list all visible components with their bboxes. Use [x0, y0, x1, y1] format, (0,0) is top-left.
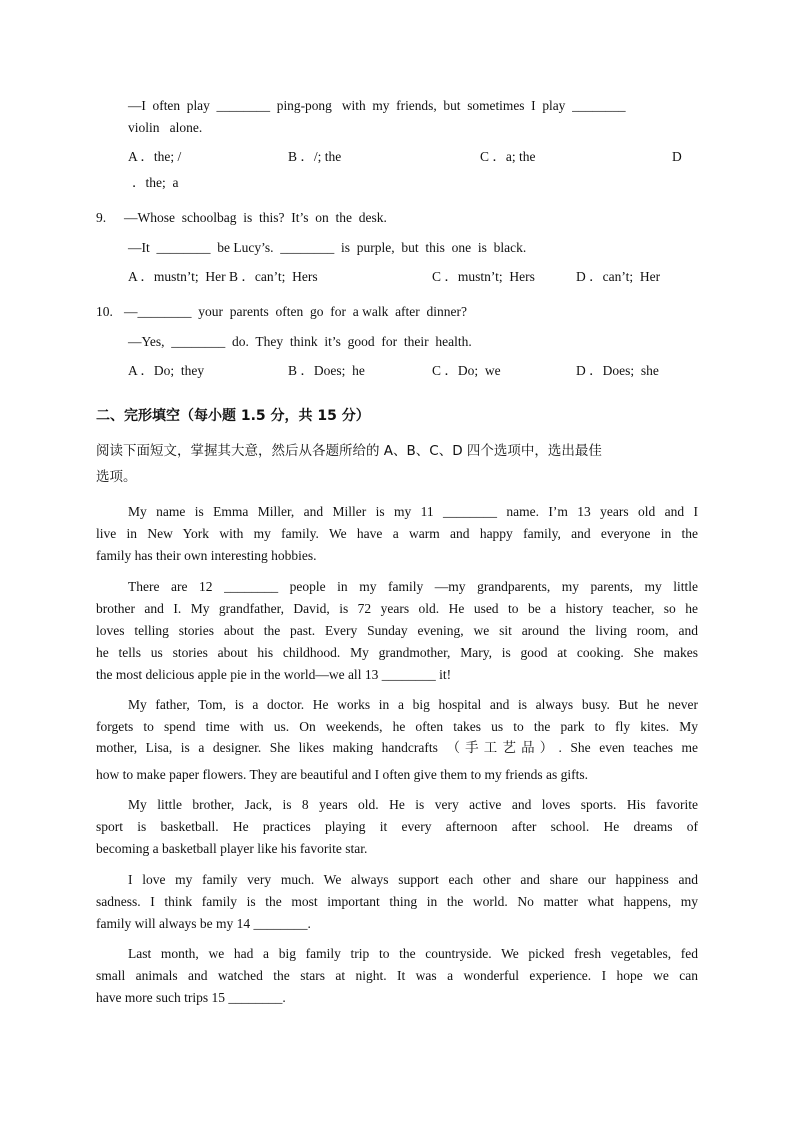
passage-p1-line-1: My name is Emma Miller, and Miller is my 11 ________ name. I’m 13 years old and I: [128, 504, 698, 519]
passage-p4-line-3: becoming a basketball player like his favorite star.: [96, 841, 368, 856]
q10-option-c[interactable]: C ．Do; we: [432, 363, 501, 378]
q8-option-b[interactable]: B ．/; the: [288, 149, 342, 164]
q10-option-b[interactable]: B ．Does; he: [288, 363, 365, 378]
passage-p2-line-5: the most delicious apple pie in the world—we all 13 ________ it!: [96, 667, 452, 682]
q10-option-a[interactable]: A ．Do; they: [128, 363, 205, 378]
passage-p4-line-2: sport is basketball. He practices playing it every afternoon after school. He dreams of: [96, 819, 698, 834]
passage-p2-line-1: There are 12 ________ people in my family —my grandparents, my parents, my little: [128, 579, 698, 594]
passage-p1-line-3: family has their own interesting hobbies.: [96, 548, 317, 563]
passage-p1-line-2: live in New York with my family. We have a warm and happy family, and everyone in the: [96, 526, 698, 541]
q9-number: 9.: [96, 210, 107, 225]
q9-line-1: —Whose schoolbag is this? It’s on the desk.: [124, 210, 387, 225]
passage-p3-line-3: mother, Lisa, is a designer. She likes making handcrafts （手工艺品）. She even teaches me: [96, 740, 698, 755]
section-heading: 二、完形填空（每小题 1.5 分，共 15 分）: [96, 408, 370, 424]
q8-line-1: —I often play ________ ping-pong with my friends, but sometimes I play ________: [128, 98, 626, 113]
passage-p5-line-1: I love my family very much. We always support each other and share our happiness and: [128, 872, 698, 887]
q8-option-d-text[interactable]: ．the; a: [132, 175, 179, 190]
passage-p3-line-4: how to make paper flowers. They are beautiful and I often give them to my friends as gifts.: [96, 767, 588, 782]
passage-p3-line-1: My father, Tom, is a doctor. He works in a big hospital and is always busy. But he never: [128, 697, 698, 712]
q8-option-c[interactable]: C ．a; the: [480, 149, 536, 164]
section-instruction-line-1: 阅读下面短文，掌握其大意，然后从各题所给的 A、B、C、D 四个选项中，选出最佳: [96, 443, 602, 459]
q10-line-2: —Yes, ________ do. They think it’s good for their health.: [128, 334, 472, 349]
q8-option-a[interactable]: A ．the; /: [128, 149, 182, 164]
passage-p2-line-4: he tells us stories about his childhood. My grandmother, Mary, is good at cooking. She makes: [96, 645, 698, 660]
passage-p4-line-1: My little brother, Jack, is 8 years old. He is very active and loves sports. His favorite: [128, 797, 698, 812]
q8-line-2: violin alone.: [128, 120, 203, 135]
q10-line-1: —________ your parents often go for a walk after dinner?: [124, 304, 468, 319]
passage-p6-line-2: small animals and watched the stars at night. It was a wonderful experience. I hope we can: [96, 968, 698, 983]
q9-line-2: —It ________ be Lucy’s. ________ is purple, but this one is black.: [128, 240, 527, 255]
q10-option-d[interactable]: D ．Does; she: [576, 363, 659, 378]
passage-p2-line-3: loves telling stories about the past. Every Sunday evening, we sit around the living room, and: [96, 623, 698, 638]
q9-option-d[interactable]: D ．can’t; Her: [576, 269, 661, 284]
q9-option-c[interactable]: C ．mustn’t; Hers: [432, 269, 535, 284]
passage-p6-line-3: have more such trips 15 ________.: [96, 990, 286, 1005]
q9-option-ab[interactable]: A ．mustn’t; Her B ．can’t; Hers: [128, 269, 318, 284]
passage-p3-line-2: forgets to spend time with us. On weekends, he often takes us to the park to fly kites. My: [96, 719, 698, 734]
passage-p5-line-2: sadness. I think family is the most important thing in the world. No matter what happens, my: [96, 894, 698, 909]
section-instruction-line-2: 选项。: [96, 469, 137, 485]
q8-option-d-letter[interactable]: D: [672, 149, 682, 164]
passage-p5-line-3: family will always be my 14 ________.: [96, 916, 311, 931]
passage-p2-line-2: brother and I. My grandfather, David, is 72 years old. He used to be a history teacher, so he: [96, 601, 698, 616]
q10-number: 10.: [96, 304, 113, 319]
passage-p6-line-1: Last month, we had a big family trip to the countryside. We picked fresh vegetables, fed: [128, 946, 698, 961]
